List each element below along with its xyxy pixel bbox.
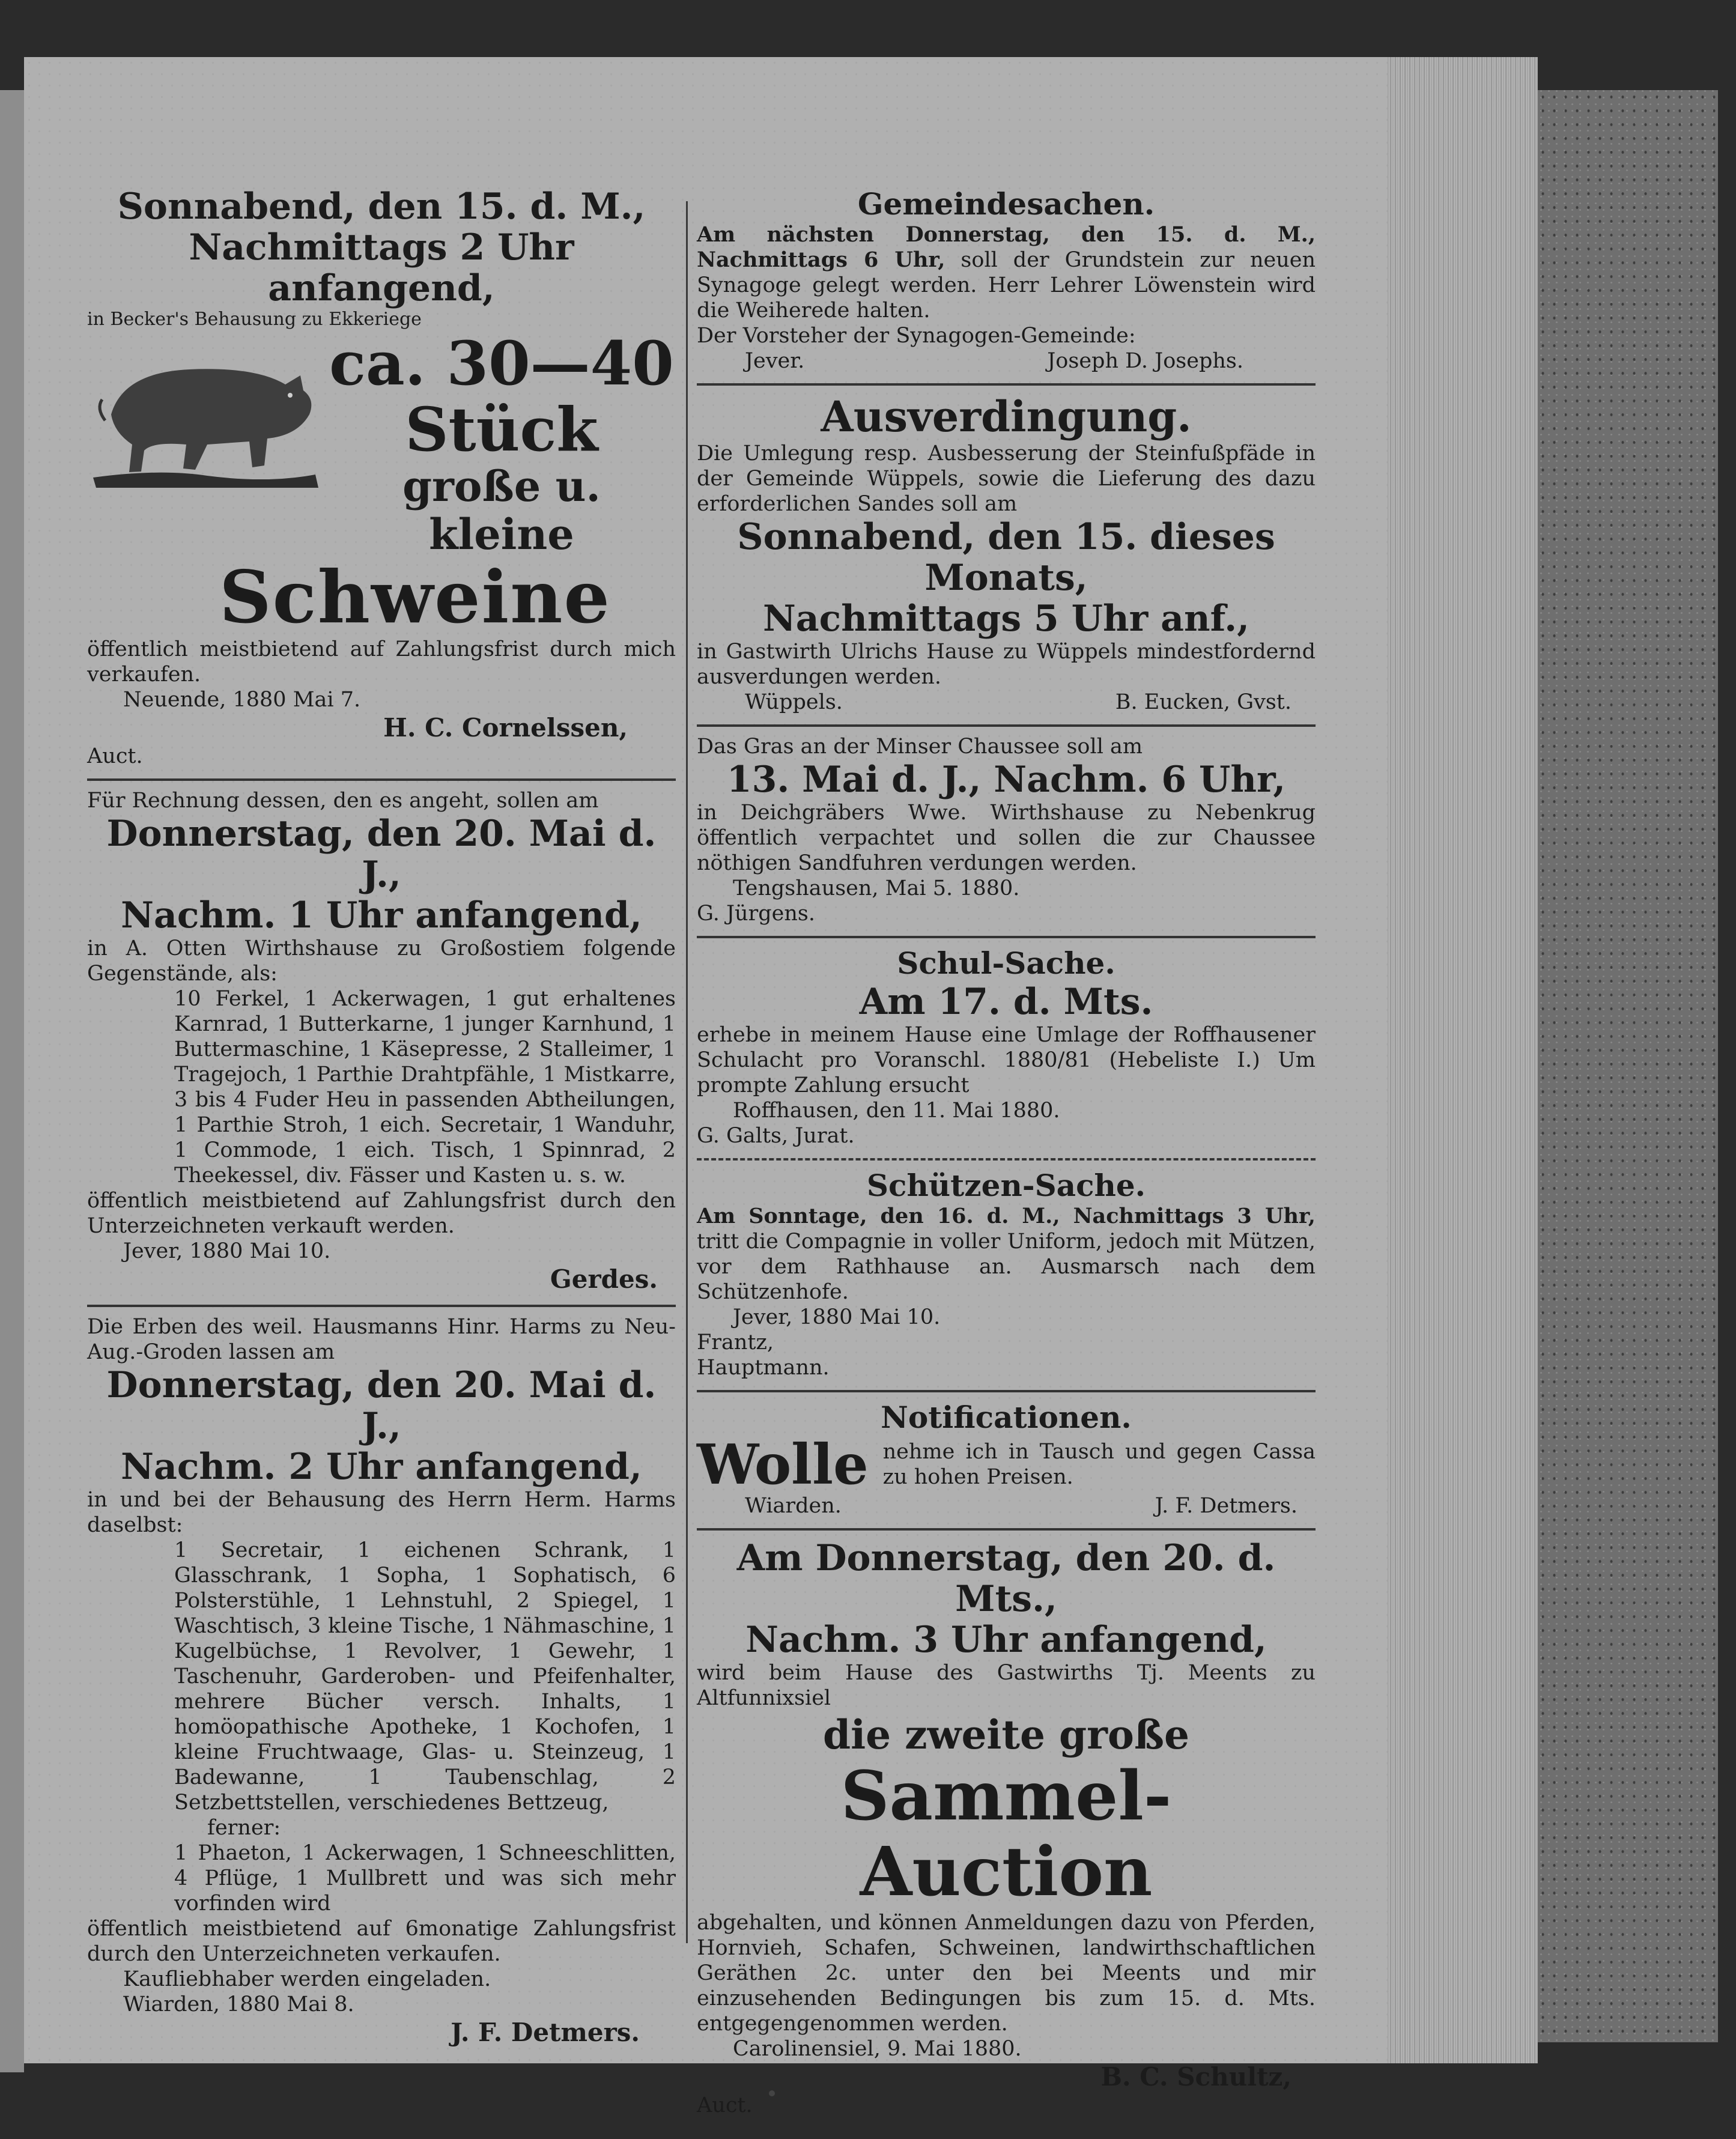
right-column: [697, 186, 1316, 2118]
schule-body: erhebe in meinem Hause eine Umlage der Roffhausener Schulacht pro Voranschl. 1880/81 (Hebeliste I.) Um prompte Zahlung ersucht: [697, 1023, 1316, 1097]
page-mark: [769, 2090, 775, 2096]
notif-heading: Notificationen.: [881, 1400, 1132, 1435]
ad3-items2: 1 Phaeton, 1 Ackerwagen, 1 Schneeschlitten, 4 Pflüge, 1 Mullbrett und was sich mehr vorfinden wird: [174, 1841, 676, 1916]
ausverdingung-body1: Die Umlegung resp. Ausbesserung der Steinfußpfäde in der Gemeinde Wüppels, sowie die Lieferung des dazu erforderlichen Sandes soll am: [697, 441, 1316, 516]
ad-donnerstag-otten: [87, 788, 676, 1295]
gemeinde-board: Der Vorsteher der Synagogen-Gemeinde:: [697, 324, 1136, 348]
gemeinde-heading: Gemeindesachen.: [857, 186, 1155, 222]
ad1-signature: H. C. Cornelssen,: [383, 713, 628, 742]
separator: [697, 936, 1316, 938]
ad-harms: [87, 1314, 676, 2048]
gemeinde-body: soll der Grundstein zur neuen Synagoge gelegt werden. Herr Lehrer Löwenstein wird die Weiherede halten.: [697, 248, 1316, 323]
ausverdingung-body2: in Gastwirth Ulrichs Hause zu Wüppels mindestfordernd ausverdungen werden.: [697, 640, 1316, 689]
schule-signature: G. Galts, Jurat.: [697, 1124, 855, 1148]
ad3-time: Nachm. 2 Uhr anfangend,: [121, 1446, 642, 1488]
ad-notificationen: [697, 1400, 1316, 1519]
ad-schulsache: [697, 945, 1316, 1148]
ausverdingung-time: Nachmittags 5 Uhr anf.,: [762, 598, 1250, 640]
ad1-line1: Sonnabend, den 15. d. M.,: [117, 186, 646, 228]
ad-schuetzensache: [697, 1168, 1316, 1380]
ausverdingung-place: Wüppels.: [745, 690, 843, 714]
ad2-intro: Für Rechnung dessen, den es angeht, sollen am: [87, 789, 599, 813]
separator: [87, 778, 676, 781]
separator: [697, 1528, 1316, 1531]
schuetzen-signature: Frantz,: [697, 1330, 774, 1355]
schuetzen-body: tritt die Compagnie in voller Uniform, jedoch mit Mützen, vor dem Rathhause an. Ausmarsch nach dem Schützenhofe.: [697, 1230, 1316, 1304]
ausverdingung-heading: Ausverdingung.: [821, 392, 1192, 441]
ad-ausverdingung: [697, 393, 1316, 715]
gemeinde-bold: Am nächsten Donnerstag, den 15. d. M., Nachmittags 6 Uhr,: [697, 222, 1316, 272]
facing-page-edge: [0, 90, 24, 2072]
gras-place-date: Tengshausen, Mai 5. 1880.: [733, 876, 1020, 900]
page-block-edge: [1388, 57, 1538, 2063]
gras-signature: G. Jürgens.: [697, 902, 816, 926]
ad3-date: Donnerstag, den 20. Mai d. J.,: [106, 1364, 657, 1447]
gras-intro: Das Gras an der Minser Chaussee soll am: [697, 735, 1143, 759]
ausverdingung-date: Sonnabend, den 15. dieses Monats,: [737, 516, 1275, 599]
separator: [87, 1305, 676, 1307]
column-divider: [686, 201, 688, 1943]
gemeinde-signature: Joseph D. Josephs.: [1047, 349, 1243, 373]
auction-signature: B. C. Schultz,: [1100, 2062, 1291, 2092]
wolle-text: nehme ich in Tausch und gegen Cassa zu hohen Preisen.: [882, 1440, 1316, 1489]
ad2-date: Donnerstag, den 20. Mai d. J.,: [106, 813, 657, 896]
auction-place-date: Carolinensiel, 9. Mai 1880.: [733, 2037, 1022, 2061]
schule-place-date: Roffhausen, den 11. Mai 1880.: [733, 1099, 1060, 1123]
auction-place: wird beim Hause des Gastwirths Tj. Meents zu Altfunnixsiel: [697, 1661, 1316, 1710]
ad3-items: 1 Secretair, 1 eichenen Schrank, 1 Glasschrank, 1 Sopha, 1 Sophatisch, 6 Polsterstühle, 1 Lehnstuhl, 2 Spiegel, 1 Waschtisch, 3 kleine Tische, 1 Nähmaschine, 1 Kugelbüchse, 1 Revolver, 1 Gewehr, 1 Taschenuhr, Garderoben- und Pfeifenhalter, mehrere Bücher versch. Inhalts, 1 homöopathische Apotheke, 1 Kochofen, 1 kleine Fruchtwaage, Glas- u. Steinzeug, 1 Badewanne, 1 Taubenschlag, 2 Setzbettstellen, verschiedenes Bettzeug,: [174, 1538, 676, 1815]
notif-place: Wiarden.: [745, 1494, 842, 1518]
auction-title: Sammel-Auction: [840, 1757, 1172, 1911]
ad2-items: 10 Ferkel, 1 Ackerwagen, 1 gut erhaltenes Karnrad, 1 Butterkarne, 1 junger Karnhund, 1 Buttermaschine, 1 Käsepresse, 2 Stalleimer, 1 Tragejoch, 1 Parthie Drahtpfähle, 1 Mistkarre, 3 bis 4 Fuder Heu in passenden Abtheilungen, 1 Parthie Stroh, 1 eich. Secretair, 1 Wanduhr, 1 Commode, 1 eich. Tisch, 1 Spinnrad, 2 Theekessel, div. Fässer und Kasten u. s. w.: [174, 987, 676, 1188]
ad-schweine: [87, 186, 676, 769]
auction-sub: die zweite große: [822, 1711, 1190, 1758]
ad3-invite: Kaufliebhaber werden eingeladen.: [123, 1967, 491, 1991]
schule-heading: Schul-Sache.: [897, 945, 1115, 981]
pig-illustration-icon: [87, 330, 327, 493]
schuetzen-heading: Schützen-Sache.: [866, 1168, 1146, 1203]
ad2-time: Nachm. 1 Uhr anfangend,: [121, 894, 642, 936]
ad2-place-date: Jever, 1880 Mai 10.: [123, 1239, 331, 1263]
ad1-line3: in Becker's Behausung zu Ekkeriege: [87, 309, 422, 330]
ad1-stueck: Stück: [405, 394, 598, 465]
ad1-line2: Nachmittags 2 Uhr anfangend,: [189, 226, 574, 309]
ausverdingung-signature: B. Eucken, Gvst.: [1115, 690, 1291, 714]
schuetzen-bold: Am Sonntage, den 16. d. M., Nachmittags 3 Uhr,: [697, 1204, 1316, 1228]
ad2-place: in A. Otten Wirthshause zu Großostiem folgende Gegenstände, als:: [87, 936, 676, 986]
ad-sammel-auction: [697, 1538, 1316, 2118]
schuetzen-signature-role: Hauptmann.: [697, 1356, 830, 1380]
notif-signature: J. F. Detmers.: [1155, 1494, 1297, 1518]
ad-gras: [697, 734, 1316, 926]
separator: [697, 1390, 1316, 1392]
pig-text: [327, 330, 676, 559]
schuetzen-place-date: Jever, 1880 Mai 10.: [733, 1305, 941, 1329]
book-cover: [1526, 90, 1718, 2042]
ad-gemeindesachen: [697, 186, 1316, 374]
auction-signature-role: Auct.: [697, 2093, 753, 2117]
ad1-body: öffentlich meistbietend auf Zahlungsfrist durch mich verkaufen.: [87, 637, 676, 687]
gras-body: in Deichgräbers Wwe. Wirthshause zu Nebenkrug öffentlich verpachtet und sollen die zur Chaussee nöthigen Sandfuhren verdungen werden.: [697, 801, 1316, 875]
ad1-signature-role: Auct.: [87, 744, 143, 768]
auction-date: Am Donnerstag, den 20. d. Mts.,: [736, 1537, 1276, 1620]
ad3-place: in und bei der Behausung des Herrn Herm. Harms daselbst:: [87, 1488, 676, 1537]
ad3-place-date: Wiarden, 1880 Mai 8.: [123, 1992, 354, 2016]
separator: [697, 1158, 1316, 1161]
ad1-title: Schweine: [219, 555, 611, 640]
ad3-closing: öffentlich meistbietend auf 6monatige Zahlungsfrist durch den Unterzeichneten verkaufen.: [87, 1917, 676, 1966]
wolle-word: Wolle: [697, 1432, 869, 1497]
gras-date: 13. Mai d. J., Nachm. 6 Uhr,: [726, 759, 1286, 801]
left-column: [87, 186, 676, 2048]
ad1-qty: ca. 30—40: [329, 328, 674, 399]
ad3-intro: Die Erben des weil. Hausmanns Hinr. Harms zu Neu-Aug.-Groden lassen am: [87, 1315, 676, 1364]
pig-block: [87, 330, 676, 559]
separator: [697, 724, 1316, 727]
schule-date: Am 17. d. Mts.: [859, 981, 1153, 1023]
gemeinde-place: Jever.: [745, 349, 805, 373]
ad3-signature: J. F. Detmers.: [451, 2018, 640, 2047]
separator: [697, 383, 1316, 386]
ad3-ferner: ferner:: [207, 1816, 281, 1840]
ad1-kind: große u. kleine: [402, 461, 601, 559]
ad1-place-date: Neuende, 1880 Mai 7.: [123, 688, 361, 712]
newspaper-page: [24, 57, 1388, 2117]
auction-body: abgehalten, und können Anmeldungen dazu von Pferden, Hornvieh, Schafen, Schweinen, landwirthschaftlichen Geräthen 2c. unter den bei Meents und mir einzusehenden Bedingungen bis zum 15. d. Mts. entgegengenommen werden.: [697, 1911, 1316, 2036]
ad2-closing: öffentlich meistbietend auf Zahlungsfrist durch den Unterzeichneten verkauft werden.: [87, 1189, 676, 1238]
wolle-row: [697, 1432, 1316, 1497]
auction-time: Nachm. 3 Uhr anfangend,: [745, 1619, 1267, 1661]
ad2-signature: Gerdes.: [550, 1264, 658, 1294]
